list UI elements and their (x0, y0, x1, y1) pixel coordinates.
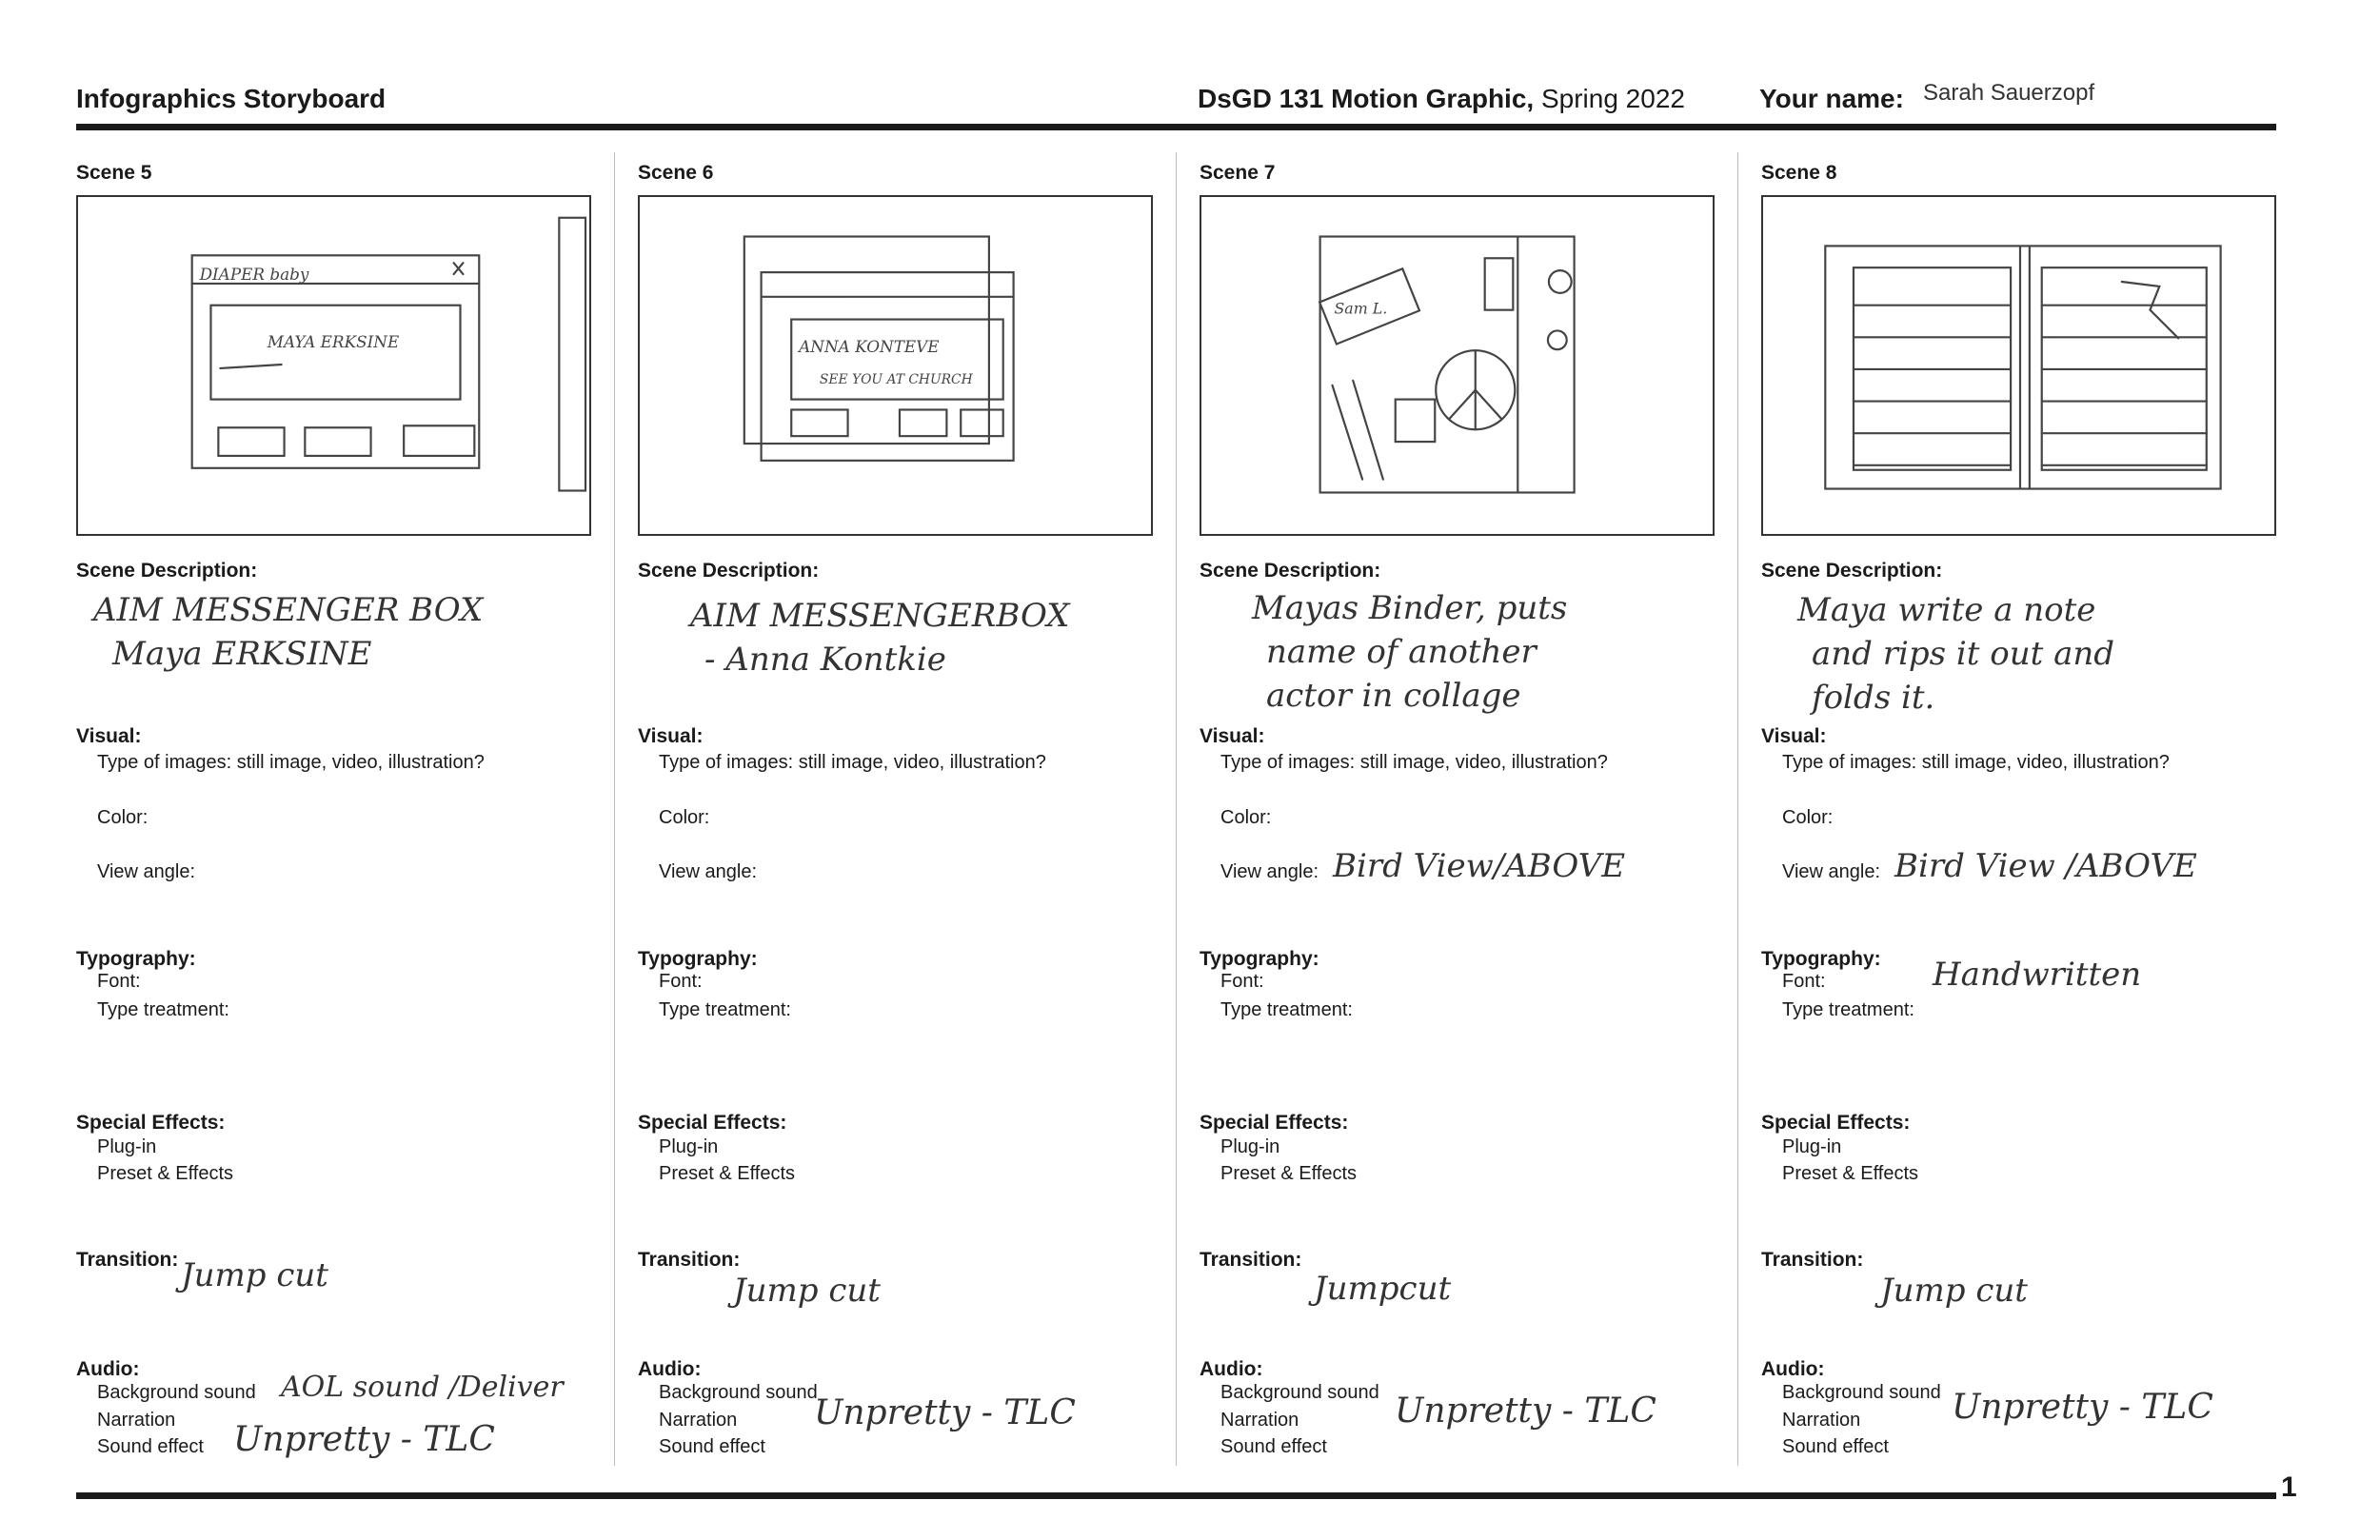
sketch-binder (1320, 237, 1575, 493)
transition-label: Transition: (638, 1249, 741, 1271)
scene-sketch-frame (638, 195, 1153, 536)
sound-effect-label: Sound effect (659, 1436, 765, 1457)
transition-value: Jump cut (181, 1256, 328, 1294)
scene-description-text (1797, 588, 2114, 720)
peace-sign-icon (1449, 390, 1476, 420)
sketch-label: ANNA KONTEVE (799, 337, 940, 357)
sketch-button (791, 409, 847, 436)
scene-description-line: Maya write a note (1797, 591, 2096, 629)
sketch-label: SEE YOU AT CHURCH (819, 371, 973, 387)
preset-effects-label: Preset & Effects (1782, 1163, 1919, 1184)
scene-description-line: name of another (1266, 633, 1537, 671)
plugin-label: Plug-in (97, 1136, 157, 1157)
scene-title: Scene 8 (1761, 162, 1837, 184)
sound-effect-label: Sound effect (1782, 1436, 1889, 1457)
column-divider (614, 152, 615, 1466)
audio-label: Audio: (638, 1358, 702, 1380)
special-effects-label: Special Effects: (638, 1112, 787, 1134)
sketch-button (305, 427, 370, 456)
audio-value-2: Unpretty - TLC (233, 1420, 495, 1459)
preset-effects-label: Preset & Effects (1220, 1163, 1358, 1184)
scene-description-label: Scene Description: (1761, 560, 1943, 582)
sketch-button (404, 425, 474, 456)
scene-description-label: Scene Description: (76, 560, 258, 582)
sketch-window (192, 255, 480, 467)
sketch-button (961, 409, 1002, 436)
view-angle-value: Bird View /ABOVE (1894, 847, 2197, 885)
scene-column (1761, 0, 2280, 1540)
color-label: Color: (97, 807, 149, 828)
scene-title: Scene 7 (1200, 162, 1276, 184)
audio-value-2: Unpretty - TLC (1395, 1392, 1656, 1431)
background-sound-label: Background sound (97, 1382, 256, 1403)
course-term: Spring 2022 (1540, 84, 1685, 113)
transition-label: Transition: (1200, 1249, 1302, 1271)
page-number: 1 (2281, 1471, 2297, 1503)
page-title: Infographics Storyboard (76, 84, 387, 113)
sketch-button (900, 409, 946, 436)
visual-label: Visual: (1200, 725, 1265, 747)
color-label: Color: (1220, 807, 1272, 828)
background-sound-label: Background sound (1782, 1382, 1941, 1403)
transition-value: Jump cut (1880, 1272, 2028, 1310)
font-label: Font: (659, 971, 703, 992)
font-label: Font: (97, 971, 141, 992)
narration-label: Narration (1220, 1410, 1299, 1431)
scene-column (638, 0, 1157, 1540)
course-name: DsGD 131 Motion Graphic, (1198, 84, 1535, 113)
scene-sketch-frame (1761, 195, 2276, 536)
sketch-label: Sam L. (1334, 299, 1388, 318)
sketch-button (218, 427, 284, 456)
transition-value: Jumpcut (1314, 1270, 1452, 1308)
scene-sketch (78, 197, 589, 534)
type-of-images-label: Type of images: still image, video, illustration? (1220, 752, 1608, 773)
preset-effects-label: Preset & Effects (97, 1163, 234, 1184)
transition-value: Jump cut (733, 1272, 881, 1310)
scene-title: Scene 6 (638, 162, 714, 184)
audio-label: Audio: (76, 1358, 140, 1380)
type-of-images-label: Type of images: still image, video, illustration? (659, 752, 1046, 773)
scene-sketch-frame (76, 195, 591, 536)
scene-description-text (93, 588, 483, 676)
sketch-message-box (791, 320, 1002, 400)
sketch-window-front (762, 272, 1014, 461)
scene-description-line: AIM MESSENGERBOX (690, 597, 1070, 635)
view-angle-label: View angle: (1220, 861, 1319, 882)
scene-description-line: and rips it out and (1812, 635, 2115, 673)
sketch-notebook (1825, 246, 2220, 488)
sketch-line (220, 365, 281, 368)
audio-label: Audio: (1200, 1358, 1263, 1380)
scene-column (76, 0, 595, 1540)
scene-description-line: Mayas Binder, puts (1252, 589, 1568, 627)
scene-sketch (640, 197, 1151, 534)
scene-description-text (690, 594, 1069, 681)
scene-description-line: actor in collage (1266, 677, 1521, 715)
visual-label: Visual: (638, 725, 704, 747)
audio-value-1: AOL sound /Deliver (281, 1371, 564, 1404)
sketch-edge-window (559, 218, 585, 491)
background-sound-label: Background sound (659, 1382, 818, 1403)
peace-sign-icon (1548, 330, 1567, 349)
type-of-images-label: Type of images: still image, video, illustration? (97, 752, 485, 773)
preset-effects-label: Preset & Effects (659, 1163, 796, 1184)
scene-sketch (1201, 197, 1713, 534)
type-of-images-label: Type of images: still image, video, illustration? (1782, 752, 2170, 773)
sketch-sticker (1396, 400, 1436, 442)
transition-label: Transition: (76, 1249, 179, 1271)
typography-label: Typography: (76, 948, 196, 970)
special-effects-label: Special Effects: (1761, 1112, 1911, 1134)
font-value: Handwritten (1933, 956, 2142, 994)
font-label: Font: (1782, 971, 1826, 992)
narration-label: Narration (97, 1410, 176, 1431)
scene-sketch (1763, 197, 2274, 534)
scene-description-label: Scene Description: (1200, 560, 1381, 582)
name-value: Sarah Sauerzopf (1923, 80, 2095, 106)
column-divider (1737, 152, 1738, 1466)
view-angle-label: View angle: (1782, 861, 1881, 882)
typography-label: Typography: (638, 948, 758, 970)
scene-column (1200, 0, 1718, 1540)
plugin-label: Plug-in (659, 1136, 719, 1157)
flower-icon (1549, 270, 1572, 293)
view-angle-value: Bird View/ABOVE (1333, 847, 1626, 885)
scene-title: Scene 5 (76, 162, 152, 184)
visual-label: Visual: (76, 725, 142, 747)
color-label: Color: (659, 807, 710, 828)
visual-label: Visual: (1761, 725, 1827, 747)
special-effects-label: Special Effects: (76, 1112, 226, 1134)
sketch-label: MAYA ERKSINE (267, 332, 400, 352)
sketch-message-box (210, 306, 460, 400)
audio-label: Audio: (1761, 1358, 1825, 1380)
scene-description-line: AIM MESSENGER BOX (93, 591, 484, 629)
narration-label: Narration (1782, 1410, 1861, 1431)
sketch-sticker (1485, 258, 1514, 309)
audio-value-2: Unpretty - TLC (1952, 1388, 2213, 1427)
type-treatment-label: Type treatment: (659, 999, 791, 1020)
typography-label: Typography: (1761, 948, 1881, 970)
sketch-label: DIAPER baby (199, 265, 309, 285)
plugin-label: Plug-in (1220, 1136, 1280, 1157)
scene-description-line: - Anna Kontkie (704, 641, 946, 679)
type-treatment-label: Type treatment: (1782, 999, 1914, 1020)
sound-effect-label: Sound effect (97, 1436, 204, 1457)
scene-sketch-frame (1200, 195, 1715, 536)
sketch-torn-note (2122, 282, 2178, 338)
scene-description-line: Maya ERKSINE (112, 635, 372, 673)
audio-value-2: Unpretty - TLC (814, 1393, 1076, 1432)
scene-description-label: Scene Description: (638, 560, 820, 582)
type-treatment-label: Type treatment: (97, 999, 229, 1020)
type-treatment-label: Type treatment: (1220, 999, 1353, 1020)
view-angle-label: View angle: (97, 861, 196, 882)
scene-description-text (1252, 586, 1567, 718)
scene-description-line: folds it. (1812, 679, 1935, 717)
special-effects-label: Special Effects: (1200, 1112, 1349, 1134)
name-label: Your name: (1759, 84, 1904, 113)
transition-label: Transition: (1761, 1249, 1864, 1271)
view-angle-label: View angle: (659, 861, 758, 882)
font-label: Font: (1220, 971, 1264, 992)
column-divider (1176, 152, 1177, 1466)
peace-sign-icon (1476, 390, 1502, 420)
color-label: Color: (1782, 807, 1834, 828)
narration-label: Narration (659, 1410, 738, 1431)
typography-label: Typography: (1200, 948, 1319, 970)
plugin-label: Plug-in (1782, 1136, 1842, 1157)
sound-effect-label: Sound effect (1220, 1436, 1327, 1457)
background-sound-label: Background sound (1220, 1382, 1379, 1403)
